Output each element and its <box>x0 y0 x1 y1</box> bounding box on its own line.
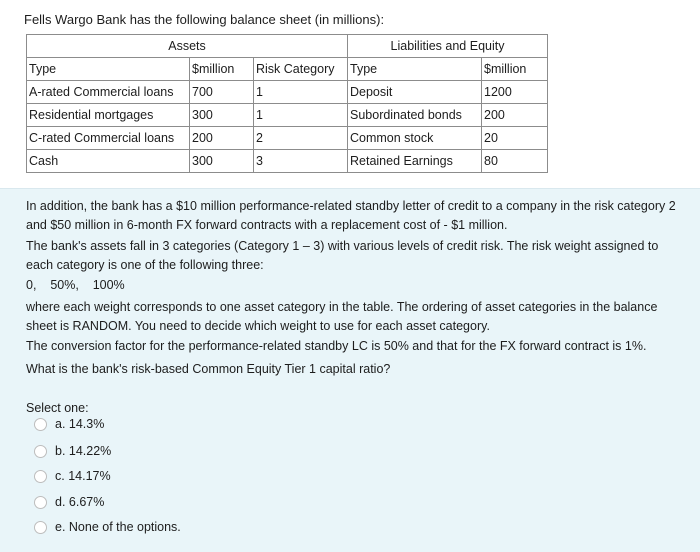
balance-sheet-table <box>26 34 548 173</box>
risk-weights-line: 0, 50%, 100% <box>26 278 125 292</box>
table-cell: A-rated Commercial loans <box>27 81 190 104</box>
table-row <box>27 104 548 127</box>
radio-button[interactable] <box>34 470 47 483</box>
answer-option-c[interactable] <box>34 467 111 485</box>
table-cell: 200 <box>190 127 254 150</box>
answer-option-b[interactable] <box>34 442 111 460</box>
radio-button[interactable] <box>34 496 47 509</box>
col-header: Type <box>348 58 482 81</box>
col-header: $million <box>190 58 254 81</box>
table-column-header-row <box>27 58 548 81</box>
table-cell: Cash <box>27 150 190 173</box>
answer-option-e[interactable] <box>34 518 181 536</box>
option-label: b. 14.22% <box>55 444 112 458</box>
radio-button[interactable] <box>34 521 47 534</box>
table-cell: 200 <box>482 104 548 127</box>
question-paragraph: The bank's assets fall in 3 categories (Category 1 – 3) with various levels of credit risk. The risk weight assigned to each category is one of the following three: <box>26 239 659 272</box>
col-header: Risk Category <box>254 58 348 81</box>
table-row <box>27 150 548 173</box>
table-cell: 1200 <box>482 81 548 104</box>
question-paragraph: The conversion factor for the performance-related standby LC is 50% and that for the FX forward contract is 1%. <box>26 339 647 353</box>
question-paragraph: In addition, the bank has a $10 million performance-related standby letter of credit to a company in the risk category 2 and $50 million in 6-month FX forward contracts with a replacement cost of - $1 million. <box>26 199 676 232</box>
table-cell: 300 <box>190 150 254 173</box>
table-cell: 1 <box>254 104 348 127</box>
answer-option-d[interactable] <box>34 493 104 511</box>
question-paragraph: where each weight corresponds to one asset category in the table. The ordering of asset categories in the balance sheet is RANDOM. You need to decide which weight to use for each asset category. <box>26 300 658 333</box>
liabilities-header: Liabilities and Equity <box>348 35 548 58</box>
table-cell: 300 <box>190 104 254 127</box>
table-cell: Deposit <box>348 81 482 104</box>
table-cell: C-rated Commercial loans <box>27 127 190 150</box>
select-one-label: Select one: <box>26 401 89 415</box>
col-header: Type <box>27 58 190 81</box>
option-label: c. 14.17% <box>55 469 111 483</box>
table-cell: 700 <box>190 81 254 104</box>
intro-text: Fells Wargo Bank has the following balance sheet (in millions): <box>24 12 385 27</box>
table-cell: Common stock <box>348 127 482 150</box>
table-cell: 3 <box>254 150 348 173</box>
radio-button[interactable] <box>34 445 47 458</box>
col-header: $million <box>482 58 548 81</box>
table-cell: 2 <box>254 127 348 150</box>
option-label: e. None of the options. <box>55 520 181 534</box>
question-header-area <box>0 0 700 188</box>
table-cell: Subordinated bonds <box>348 104 482 127</box>
answer-option-a[interactable] <box>34 415 104 433</box>
table-row <box>27 127 548 150</box>
table-cell: 1 <box>254 81 348 104</box>
table-cell: Residential mortgages <box>27 104 190 127</box>
table-cell: 20 <box>482 127 548 150</box>
assets-header: Assets <box>27 35 348 58</box>
radio-button[interactable] <box>34 418 47 431</box>
option-label: a. 14.3% <box>55 417 105 431</box>
table-cell: 80 <box>482 150 548 173</box>
option-label: d. 6.67% <box>55 495 105 509</box>
question-prompt: What is the bank's risk-based Common Equity Tier 1 capital ratio? <box>26 362 391 376</box>
table-group-header-row <box>27 35 548 58</box>
table-row <box>27 81 548 104</box>
table-cell: Retained Earnings <box>348 150 482 173</box>
